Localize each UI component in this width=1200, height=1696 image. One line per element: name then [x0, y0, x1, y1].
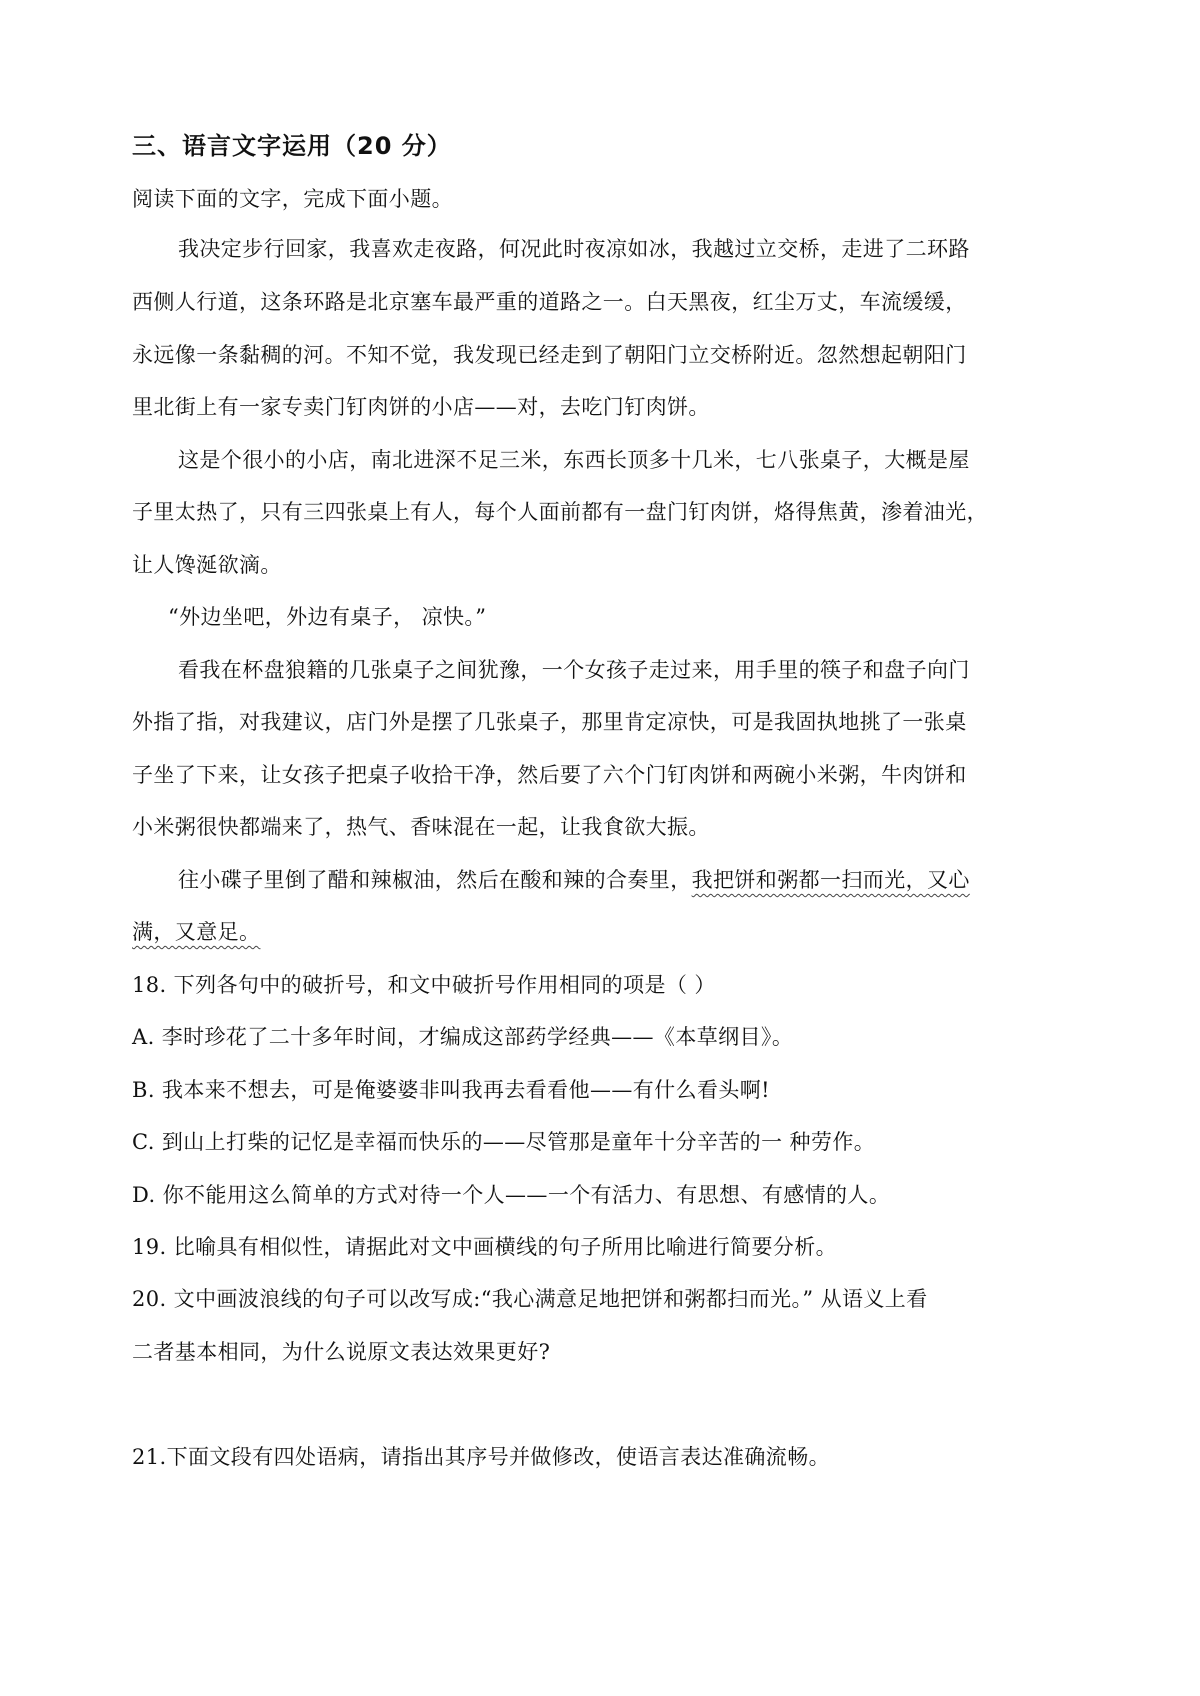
question-18: 18. 下列各句中的破折号，和文中破折号作用相同的项是（ ） [132, 973, 716, 997]
wavy-underlined-sentence-part2: 满，又意足。 [132, 920, 261, 944]
passage-p1-line3: 永远像一条黏稠的河。不知不觉，我发现已经走到了朝阳门立交桥附近。忽然想起朝阳门 [132, 343, 967, 367]
passage-p2-line1: 这是个很小的小店，南北进深不足三米，东西长顶多十几米，七八张桌子，大概是屋 [178, 448, 970, 472]
passage-p3-line1: 看我在杯盘狼籍的几张桌子之间犹豫，一个女孩子走过来，用手里的筷子和盘子向门 [178, 658, 970, 682]
passage-p1-line1: 我决定步行回家，我喜欢走夜路，何况此时夜凉如冰，我越过立交桥，走进了二环路 [178, 237, 970, 261]
question-20-line1: 20. 文中画波浪线的句子可以改写成:“我心满意足地把饼和粥都扫而光。” 从语义上看 [132, 1287, 928, 1311]
instruction-text: 阅读下面的文字，完成下面小题。 [132, 187, 453, 211]
passage-p4-line1 [178, 865, 1083, 895]
passage-p4-line2 [132, 917, 1082, 947]
question-21: 21.下面文段有四处语病，请指出其序号并做修改，使语言表达准确流畅。 [132, 1445, 830, 1469]
passage-p1-line4: 里北街上有一家专卖门钉肉饼的小店——对，去吃门钉肉饼。 [132, 395, 710, 419]
question-18-option-b: B. 我本来不想去，可是俺婆婆非叫我再去看看他——有什么看头啊! [132, 1078, 771, 1102]
passage-p2-line3: 让人馋涎欲滴。 [132, 553, 282, 577]
passage-p2-line2: 子里太热了，只有三四张桌上有人，每个人面前都有一盘门钉肉饼，烙得焦黄，渗着油光， [132, 500, 988, 524]
passage-quote: “外边坐吧，外边有桌子， 凉快。” [168, 605, 487, 629]
question-18-option-d: D. 你不能用这么简单的方式对待一个人——一个有活力、有思想、有感情的人。 [132, 1183, 891, 1207]
passage-p3-line2: 外指了指，对我建议，店门外是摆了几张桌子，那里肯定凉快，可是我固执地挑了一张桌 [132, 710, 967, 734]
passage-p3-line4: 小米粥很快都端来了，热气、香味混在一起，让我食欲大振。 [132, 815, 710, 839]
question-19: 19. 比喻具有相似性，请据此对文中画横线的句子所用比喻进行简要分析。 [132, 1235, 838, 1259]
question-20-line2: 二者基本相同，为什么说原文表达效果更好? [132, 1340, 551, 1364]
question-18-option-a: A. 李时珍花了二十多年时间，才编成这部药学经典——《本草纲目》。 [132, 1025, 794, 1049]
section-title: 三、语言文字运用（20 分） [132, 132, 452, 160]
question-18-option-c: C. 到山上打柴的记忆是幸福而快乐的——尽管那是童年十分辛苦的一 种劳作。 [132, 1130, 876, 1154]
passage-p1-line2: 西侧人行道，这条环路是北京塞车最严重的道路之一。白天黑夜，红尘万丈，车流缓缓， [132, 290, 967, 314]
passage-p4-plain: 往小碟子里倒了醋和辣椒油，然后在酸和辣的合奏里， [178, 868, 692, 892]
wavy-underlined-sentence-part1: 我把饼和粥都一扫而光，又心 [691, 868, 970, 892]
passage-p3-line3: 子坐了下来，让女孩子把桌子收拾干净，然后要了六个门钉肉饼和两碗小米粥，牛肉饼和 [132, 763, 967, 787]
